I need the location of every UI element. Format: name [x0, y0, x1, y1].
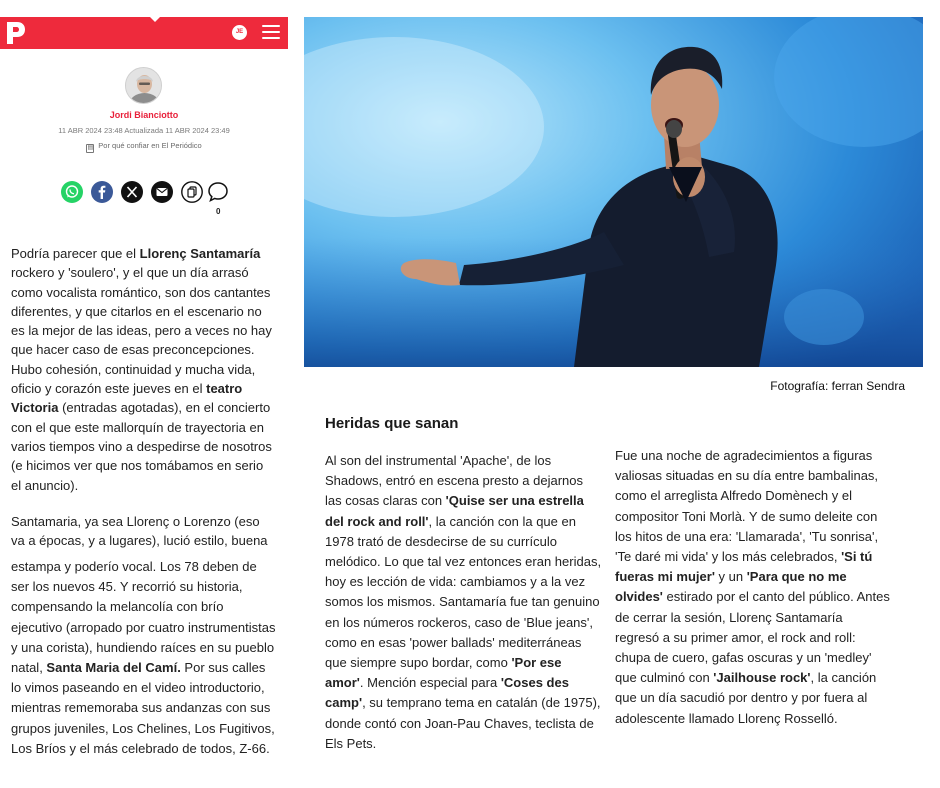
- bold-text-run: 'Para que no me olvides': [615, 569, 847, 605]
- user-avatar[interactable]: JE: [232, 25, 247, 40]
- text-run: Fue una noche de agradecimientos a figuras valiosas situadas en su día entre bambalinas, como el arreglista Alfredo Domènech y el compositor Toni Morlà. Y de sumo deleite con los hitos de una era: 'Llamarada', 'Tu sonrisa', 'Te daré mi vida' y los más celebrados,: [615, 448, 879, 565]
- whatsapp-icon: [61, 181, 83, 203]
- copy-link-button[interactable]: [181, 181, 203, 203]
- paragraph-1: [11, 244, 276, 495]
- bold-text-run: 'Coses des camp': [325, 675, 569, 711]
- column-right-text: [615, 446, 890, 729]
- text-run: Podría parecer que el: [11, 246, 140, 261]
- comments-button[interactable]: [207, 181, 229, 203]
- photo-caption: Fotografía: ferran Sendra: [770, 379, 905, 393]
- facebook-share-button[interactable]: [91, 181, 113, 203]
- share-bar: [61, 181, 231, 217]
- paragraph-2: [11, 512, 276, 551]
- bold-text-run: 'Por ese amor': [325, 655, 562, 691]
- bold-text-run: Llorenç Santamaría: [139, 246, 261, 261]
- bold-text-run: 'Si tú fueras mi mujer': [615, 549, 873, 585]
- author-avatar[interactable]: [125, 67, 162, 104]
- email-share-button[interactable]: [151, 181, 173, 203]
- x-icon: [121, 181, 143, 203]
- bar-notch: [150, 17, 160, 22]
- text-run: rockero y 'soulero', y el que un día arrasó como vocalista romántico, son dos cantantes diferentes, y que citarlos en el escenario no es la mejor de las ideas, pero a veces no hay que hacer caso de esas preconcepciones. Hubo cohesión, continuidad y mucha vida, oficio y corazón este jueves en el: [11, 265, 272, 397]
- trust-link[interactable]: [0, 141, 288, 153]
- text-run: , la canción con la que en 1978 trató de desdecirse de su currículo melódico. Lo que tal vez entonces eran heridas, hoy es lección de vida: cambiamos y a la vez somos los mismos. Santamaría fue tan genuino en los números rockeros, caso de 'Blue jeans', como en esas 'power ballads' mediterráneas que siempre supo bordar, como: [325, 513, 602, 671]
- column-left-text: [325, 451, 602, 754]
- text-run: y un: [714, 569, 747, 585]
- whatsapp-share-button[interactable]: [61, 181, 83, 203]
- text-run: , la canción que un día sacudió por dentro y por fuera al adolescente llamado Llorenç Rosselló.: [615, 670, 877, 726]
- bold-text-run: Santa Maria del Camí.: [46, 660, 181, 676]
- facebook-icon: [91, 181, 113, 203]
- article-photo[interactable]: [304, 17, 923, 367]
- text-run: estirado por el canto del público. Antes de cerrar la sesión, Llorenç Santamaría regresó a su primer amor, el rock and roll: chupa de cuero, gafas oscuras y un 'medley' que culminó con: [615, 589, 890, 686]
- comment-count: 0: [216, 207, 221, 216]
- section-heading: Heridas que sanan: [325, 415, 459, 432]
- text-run: . Mención especial para: [359, 675, 501, 691]
- email-icon: [151, 181, 173, 203]
- top-bar: [0, 17, 288, 49]
- copy-icon: [181, 181, 203, 203]
- text-run: , su temprano tema en catalán (de 1975), donde contó con Joan-Pau Chaves, teclista de Els Pets.: [325, 695, 601, 751]
- document-icon: ▤: [87, 145, 94, 151]
- author-name[interactable]: Jordi Bianciotto: [109, 110, 179, 120]
- hamburger-menu-icon[interactable]: [262, 25, 280, 41]
- singer-on-stage-image: [304, 17, 923, 367]
- text-run: Santamaria, ya sea Llorenç o Lorenzo (eso va a épocas, y a lugares), lució estilo, buena: [11, 514, 268, 549]
- paragraph-3: [11, 557, 276, 759]
- text-run: Por sus calles lo vimos paseando en el video introductorio, mientras rememoraba sus andanzas con sus grupos juveniles, Los Chelines, Los Fugitivos, Los Bríos y el más celebrado de todos, Z-66.: [11, 660, 275, 756]
- text-run: Al son del instrumental 'Apache', de los Shadows, entró en escena presto a dejarnos las cosas claras con: [325, 453, 584, 509]
- trust-link-label: Por qué confiar en El Periódico: [98, 141, 202, 150]
- bold-text-run: 'Jailhouse rock': [713, 670, 811, 686]
- x-share-button[interactable]: [121, 181, 143, 203]
- text-run: (entradas agotadas), en el concierto con el que este mallorquín de trayectoria en varios tiempos vino a despedirse de nosotros (e hicimos ver que nos tomábamos en serio el anuncio).: [11, 400, 272, 493]
- bold-text-run: teatro Victoria: [11, 381, 243, 416]
- el-periodico-logo[interactable]: [6, 22, 25, 44]
- comment-icon: [207, 181, 229, 203]
- publish-dates: 11 ABR 2024 23:48 Actualizada 11 ABR 2024 23:49: [58, 126, 230, 135]
- text-run: estampa y poderío vocal. Los 78 deben de ser los nuevos 45. Y recorrió su historia, compensando la melancolía con brío ejecutivo (arropado por cuatro instrumentistas y una corista), hundiendo raíces en su pueblo natal,: [11, 559, 276, 676]
- bold-text-run: 'Quise ser una estrella del rock and roll': [325, 493, 584, 529]
